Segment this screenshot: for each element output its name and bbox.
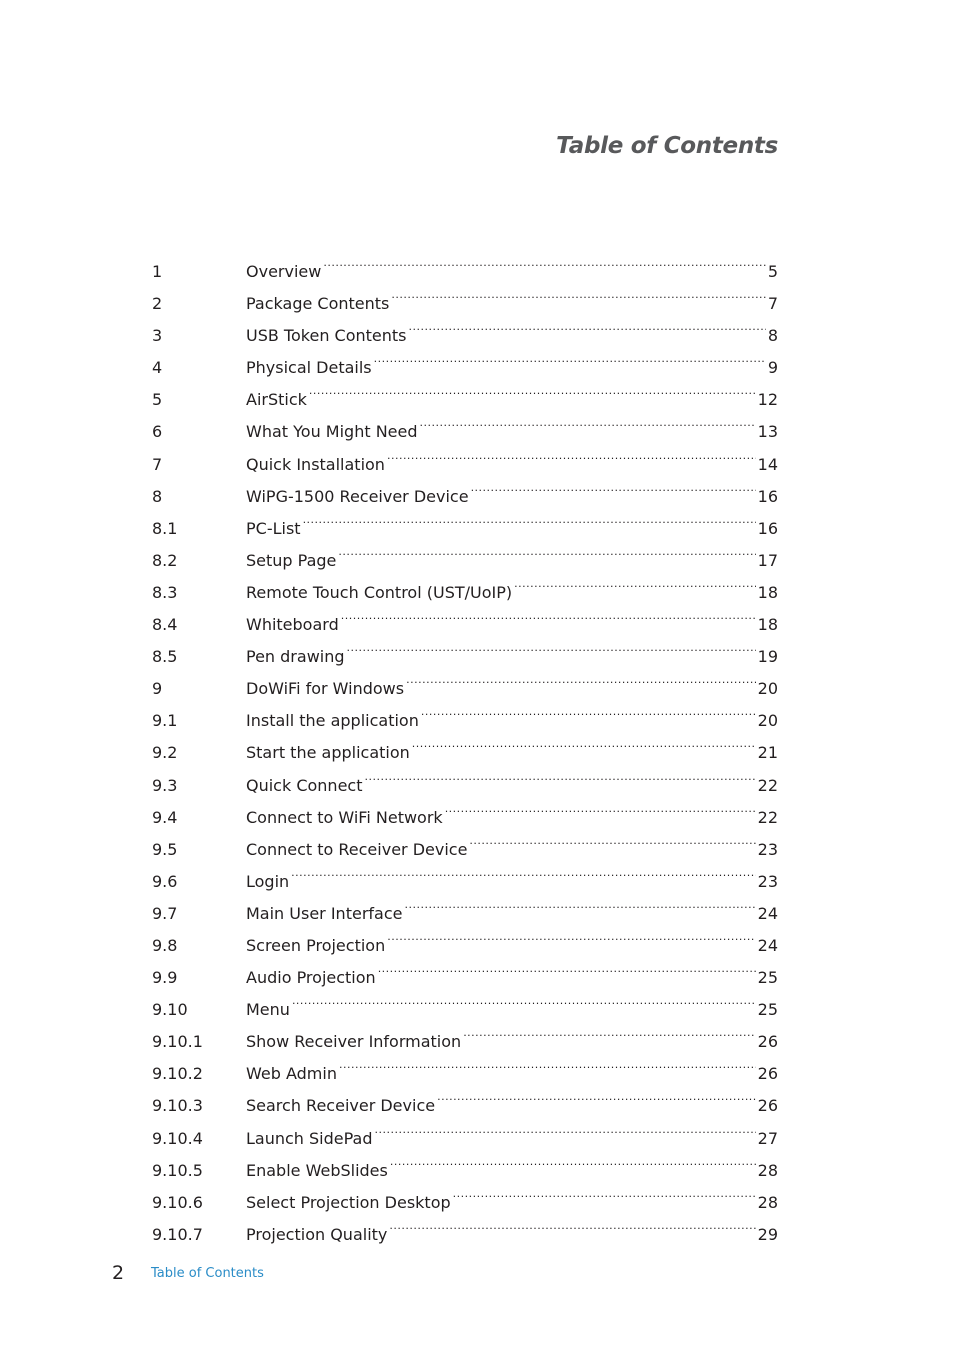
toc-entry-number: 8.4 [152, 615, 178, 635]
toc-entry-number: 9.5 [152, 839, 178, 859]
toc-entry-number: 8 [152, 486, 163, 506]
toc-entry-number: 3 [152, 326, 163, 346]
toc-entry-page[interactable]: 7 [767, 294, 778, 314]
toc-entry-title[interactable]: Screen Projection [246, 935, 386, 955]
toc-entry-title[interactable]: Audio Projection [246, 968, 376, 988]
toc-entry-number: 9.10.5 [152, 1160, 203, 1180]
toc-entry-number: 9.10 [152, 1000, 188, 1020]
toc-dot-leader [391, 277, 765, 309]
toc-dot-leader [339, 1047, 756, 1079]
toc-entry-title[interactable]: Show Receiver Information [246, 1032, 462, 1052]
toc-entry-number: 9.10.4 [152, 1128, 203, 1148]
toc-entry-title[interactable]: Main User Interface [246, 903, 403, 923]
toc-entry-number: 9.1 [152, 711, 178, 731]
toc-entry-page[interactable]: 29 [757, 1224, 778, 1244]
toc-dot-leader [374, 341, 766, 373]
toc-entry-title[interactable]: Login [246, 871, 290, 891]
toc-entry-page[interactable]: 25 [757, 1000, 778, 1020]
toc-list [152, 245, 778, 1244]
toc-entry-page[interactable]: 24 [757, 903, 778, 923]
toc-entry-number: 8.3 [152, 582, 178, 602]
toc-dot-leader [409, 309, 766, 341]
toc-dot-leader [453, 1176, 756, 1208]
toc-entry-title[interactable]: Package Contents [246, 294, 390, 314]
toc-entry-page[interactable]: 16 [757, 486, 778, 506]
toc-entry-page[interactable]: 26 [757, 1032, 778, 1052]
toc-dot-leader [338, 534, 755, 566]
toc-entry-number: 9.6 [152, 871, 178, 891]
toc-entry-page[interactable]: 9 [767, 358, 778, 378]
toc-entry-number: 9.2 [152, 743, 178, 763]
toc-entry-title[interactable]: Start the application [246, 743, 410, 763]
toc-entry-title[interactable]: WiPG-1500 Receiver Device [246, 486, 469, 506]
toc-dot-leader [341, 598, 756, 630]
toc-entry-page[interactable]: 20 [757, 679, 778, 699]
toc-entry-title[interactable]: DoWiFi for Windows [246, 679, 405, 699]
toc-dot-leader [389, 1208, 755, 1240]
toc-dot-leader [387, 919, 755, 951]
toc-entry-title[interactable]: Setup Page [246, 550, 337, 570]
toc-entry-page[interactable]: 8 [767, 326, 778, 346]
toc-entry[interactable] [152, 245, 778, 281]
toc-entry-title[interactable]: What You Might Need [246, 422, 418, 442]
toc-dot-leader [406, 662, 756, 694]
toc-dot-leader [375, 1112, 756, 1144]
toc-entry-title[interactable]: Launch SidePad [246, 1128, 373, 1148]
toc-entry-page[interactable]: 22 [757, 807, 778, 827]
toc-entry-number: 5 [152, 390, 163, 410]
toc-entry-page[interactable]: 23 [757, 839, 778, 859]
toc-entry-page[interactable]: 20 [757, 711, 778, 731]
toc-entry-number: 9 [152, 679, 163, 699]
toc-entry-page[interactable]: 24 [757, 935, 778, 955]
toc-dot-leader [303, 502, 756, 534]
toc-entry-title[interactable]: Pen drawing [246, 647, 345, 667]
page-title: Table of Contents [556, 133, 778, 159]
toc-entry-number: 8.1 [152, 518, 178, 538]
toc-dot-leader [469, 823, 755, 855]
toc-entry-number: 9.10.1 [152, 1032, 203, 1052]
toc-entry-title[interactable]: Install the application [246, 711, 419, 731]
toc-entry-page[interactable]: 22 [757, 775, 778, 795]
toc-entry-number: 9.8 [152, 935, 178, 955]
toc-entry-page[interactable]: 16 [757, 518, 778, 538]
toc-entry-title[interactable]: Projection Quality [246, 1224, 388, 1244]
toc-entry-page[interactable]: 26 [757, 1064, 778, 1084]
toc-dot-leader [291, 855, 755, 887]
toc-entry-page[interactable]: 28 [757, 1160, 778, 1180]
toc-dot-leader [514, 566, 756, 598]
footer-page-number: 2 [112, 1262, 125, 1284]
toc-dot-leader [404, 887, 755, 919]
toc-entry-number: 1 [152, 262, 163, 281]
footer-section-label: Table of Contents [151, 1266, 264, 1281]
toc-entry-number: 9.9 [152, 968, 178, 988]
toc-dot-leader [463, 1015, 755, 1047]
toc-entry-number: 8.5 [152, 647, 178, 667]
toc-dot-leader [437, 1079, 756, 1111]
toc-entry-title[interactable]: Search Receiver Device [246, 1096, 436, 1116]
toc-entry-title[interactable]: Web Admin [246, 1064, 337, 1084]
toc-entry-title[interactable]: Quick Connect [246, 775, 363, 795]
toc-entry-page[interactable]: 18 [757, 582, 778, 602]
toc-entry-number: 9.10.2 [152, 1064, 203, 1084]
toc-dot-leader [421, 694, 756, 726]
toc-entry-title[interactable]: PC-List [246, 518, 301, 538]
toc-entry-title[interactable]: Select Projection Desktop [246, 1192, 451, 1212]
toc-entry-number: 9.7 [152, 903, 178, 923]
toc-dot-leader [412, 726, 756, 758]
toc-entry-number: 9.10.6 [152, 1192, 203, 1212]
toc-entry-number: 9.10.3 [152, 1096, 203, 1116]
toc-dot-leader [292, 983, 756, 1015]
toc-entry-number: 8.2 [152, 550, 178, 570]
toc-dot-leader [445, 791, 756, 823]
toc-entry-number: 9.3 [152, 775, 178, 795]
toc-entry-title[interactable]: AirStick [246, 390, 307, 410]
toc-entry-title[interactable]: Physical Details [246, 358, 372, 378]
toc-entry-page[interactable]: 21 [757, 743, 778, 763]
toc-entry-page[interactable]: 25 [757, 968, 778, 988]
toc-dot-leader [387, 438, 756, 470]
toc-entry-page[interactable]: 14 [757, 454, 778, 474]
toc-dot-leader [420, 405, 756, 437]
toc-entry-page[interactable]: 28 [757, 1192, 778, 1212]
toc-entry-page[interactable]: 23 [757, 871, 778, 891]
toc-dot-leader [364, 759, 755, 791]
toc-entry-page[interactable]: 19 [757, 647, 778, 667]
toc-entry-title[interactable]: Whiteboard [246, 615, 339, 635]
toc-dot-leader [390, 1144, 756, 1176]
toc-entry-page[interactable]: 5 [767, 262, 778, 281]
toc-entry-page[interactable]: 18 [757, 615, 778, 635]
toc-dot-leader [347, 630, 756, 662]
toc-entry-title[interactable]: USB Token Contents [246, 326, 407, 346]
toc-dot-leader [323, 245, 765, 277]
toc-dot-leader [471, 470, 756, 502]
toc-entry-page[interactable]: 27 [757, 1128, 778, 1148]
toc-entry-title[interactable]: Enable WebSlides [246, 1160, 388, 1180]
toc-entry-number: 2 [152, 294, 163, 314]
toc-entry-title[interactable]: Remote Touch Control (UST/UoIP) [246, 582, 513, 602]
toc-entry-number: 7 [152, 454, 163, 474]
toc-entry-number: 4 [152, 358, 163, 378]
toc-entry-page[interactable]: 17 [757, 550, 778, 570]
toc-entry-title[interactable]: Connect to Receiver Device [246, 839, 468, 859]
toc-dot-leader [309, 373, 756, 405]
toc-entry-title[interactable]: Quick Installation [246, 454, 385, 474]
toc-entry-title[interactable]: Menu [246, 1000, 290, 1020]
toc-entry-page[interactable]: 12 [757, 390, 778, 410]
toc-entry-number: 9.10.7 [152, 1224, 203, 1244]
toc-entry-number: 9.4 [152, 807, 178, 827]
toc-entry-number: 6 [152, 422, 163, 442]
toc-dot-leader [378, 951, 756, 983]
toc-entry-page[interactable]: 26 [757, 1096, 778, 1116]
toc-entry-title[interactable]: Overview [246, 262, 322, 281]
toc-entry-title[interactable]: Connect to WiFi Network [246, 807, 443, 827]
toc-entry-page[interactable]: 13 [757, 422, 778, 442]
